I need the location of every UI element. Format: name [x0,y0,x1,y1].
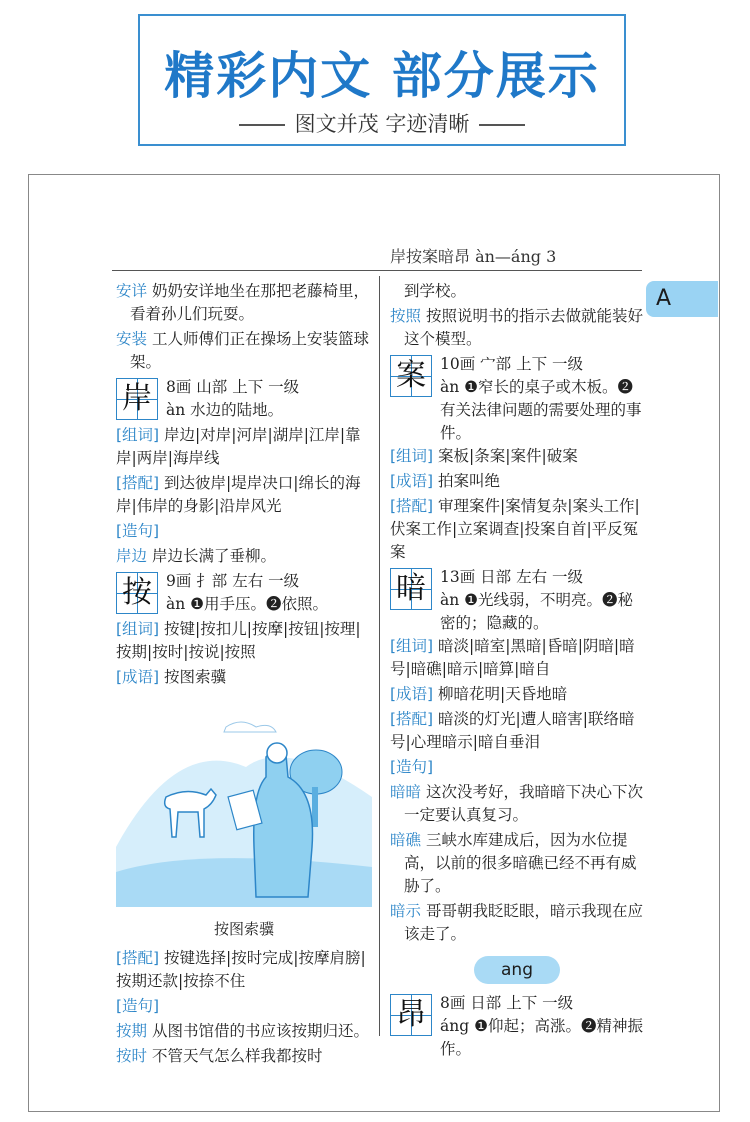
chengyu-section [116,666,372,689]
banner-title: 精彩内文 部分展示 [164,47,600,105]
entry-info: 13画 日部 左右 一级 [440,568,584,586]
entry-an-dark [390,566,646,635]
headword-box [390,355,432,397]
entry-definition: àn ❶用手压。❷依照。 [166,595,329,613]
zuci-text: 岸边|对岸|河岸|湖岸|江岸|靠岸|两岸|海岸线 [116,426,361,467]
example-word: 暗礁 [390,831,422,849]
zuci-tag: [组词] [116,426,160,444]
entry-info: 8画 日部 上下 一级 [440,994,574,1012]
chengyu-section [390,470,646,493]
pinyin-section-pill: ang [474,956,560,984]
banner-subtitle-text: 图文并茂 字迹清晰 [294,112,470,136]
left-column [116,280,372,1070]
example-text: 岸边长满了垂柳。 [147,547,276,565]
entry-an-case [390,353,646,445]
example-text: 按照说明书的指示去做就能装好这个模型。 [404,307,643,348]
dapei-section [116,947,372,993]
dapei-tag: [搭配] [390,497,434,515]
zaoju-section [390,756,646,779]
letter-tab[interactable]: A [646,281,718,317]
zuci-section [390,445,646,468]
example-word: 安详 [116,282,148,300]
entry-definition: áng ❶仰起；高涨。❷精神振作。 [440,1017,643,1058]
zaoju-section [116,520,372,543]
entry-definition: àn ❶光线弱，不明亮。❷秘密的；隐藏的。 [440,591,634,632]
example-sentence [116,328,372,374]
dash-left [239,124,285,126]
dapei-tag: [搭配] [116,474,160,492]
example-text: 这次没考好，我暗暗下决心下次一定要认真复习。 [404,783,643,824]
example-text: 不管天气怎么样我都按时 [147,1047,323,1065]
headword-char: 暗 [396,571,426,606]
headword-char: 昂 [396,997,426,1032]
entry-an-press [116,570,372,618]
dapei-section [390,495,646,564]
headword-char: 按 [122,575,152,610]
banner-subtitle [140,108,624,138]
headword-box [390,994,432,1036]
example-text: 从图书馆借的书应该按期归还。 [147,1022,369,1040]
headword-char: 案 [396,358,426,393]
zuci-section [116,618,372,664]
chengyu-text: 拍案叫绝 [438,472,501,490]
example-sentence [390,900,646,946]
example-text: 三峡水库建成后，因为水位提高，以前的很多暗礁已经不再有威胁了。 [404,831,637,895]
zuci-text: 按键|按扣儿|按摩|按钮|按理|按期|按时|按说|按照 [116,620,361,661]
illustration-caption: 按图索骥 [213,920,274,938]
example-word: 按期 [116,1022,148,1040]
headword-box [116,378,158,420]
example-word: 暗暗 [390,783,422,801]
dapei-tag: [搭配] [116,949,160,967]
headword-box [116,572,158,614]
zuci-tag: [组词] [116,620,160,638]
entry-info: 9画 扌部 左右 一级 [166,572,300,590]
dapei-section [390,708,646,754]
example-sentence [116,280,372,326]
example-text: 工人师傅们正在操场上安装篮球架。 [130,330,369,371]
example-word: 按时 [116,1047,148,1065]
zuci-text: 暗淡|暗室|黑暗|昏暗|阴暗|暗号|暗礁|暗示|暗算|暗自 [390,637,635,678]
chengyu-section [390,683,646,706]
example-sentence [116,1045,372,1068]
example-word: 暗示 [390,902,422,920]
column-divider [379,276,380,1036]
entry-info: 8画 山部 上下 一级 [166,378,300,396]
entry-ang [390,992,646,1061]
promo-banner [138,14,626,146]
zaoju-tag: [造句] [390,758,434,776]
header-rule [112,270,642,271]
page-header: 岸按案暗昂 àn—áng 3 [390,247,557,266]
dapei-text: 按键选择|按时完成|按摩肩膀|按期还款|按捺不住 [116,949,366,990]
chengyu-text: 柳暗花明|天昏地暗 [438,685,568,703]
chengyu-text: 按图索骥 [164,668,227,686]
chengyu-tag: [成语] [390,685,434,703]
example-word: 安装 [116,330,148,348]
continued-text: 到学校。 [404,282,467,300]
zaoju-tag: [造句] [116,997,160,1015]
headword-box [390,568,432,610]
zaoju-section [116,995,372,1018]
zuci-tag: [组词] [390,447,434,465]
example-sentence [390,781,646,827]
dapei-tag: [搭配] [390,710,434,728]
chengyu-tag: [成语] [390,472,434,490]
example-sentence [116,545,372,568]
entry-info: 10画 宀部 上下 一级 [440,355,584,373]
zuci-section [390,635,646,681]
example-word: 岸边 [116,547,148,565]
dapei-section [116,472,372,518]
example-text: 奶奶安详地坐在那把老藤椅里，看着孙儿们玩耍。 [130,282,369,323]
zuci-text: 案板|条案|案件|破案 [438,447,578,465]
zuci-section [116,424,372,470]
chengyu-tag: [成语] [116,668,160,686]
example-sentence [390,829,646,898]
entry-an-shore [116,376,372,424]
entry-definition: àn ❶窄长的桌子或木板。❷有关法律问题的需要处理的事件。 [440,378,642,442]
dapei-text: 审理案件|案情复杂|案头工作|伏案工作|立案调查|投案自首|平反冤案 [390,497,640,561]
dapei-text: 暗淡的灯光|遭人暗害|联络暗号|心理暗示|暗自垂泪 [390,710,635,751]
example-text: 哥哥朝我眨眨眼，暗示我现在应该走了。 [404,902,643,943]
example-word: 按照 [390,307,422,325]
entry-definition: àn 水边的陆地。 [166,401,284,419]
dapei-text: 到达彼岸|堤岸决口|绵长的海岸|伟岸的身影|沿岸风光 [116,474,361,515]
example-sentence [390,305,646,351]
example-sentence [116,1020,372,1043]
dash-right [479,124,525,126]
zuci-tag: [组词] [390,637,434,655]
headword-char: 岸 [122,381,152,416]
zaoju-tag: [造句] [116,522,160,540]
right-column [390,280,646,1061]
illustration-horse-scholar [116,697,372,907]
